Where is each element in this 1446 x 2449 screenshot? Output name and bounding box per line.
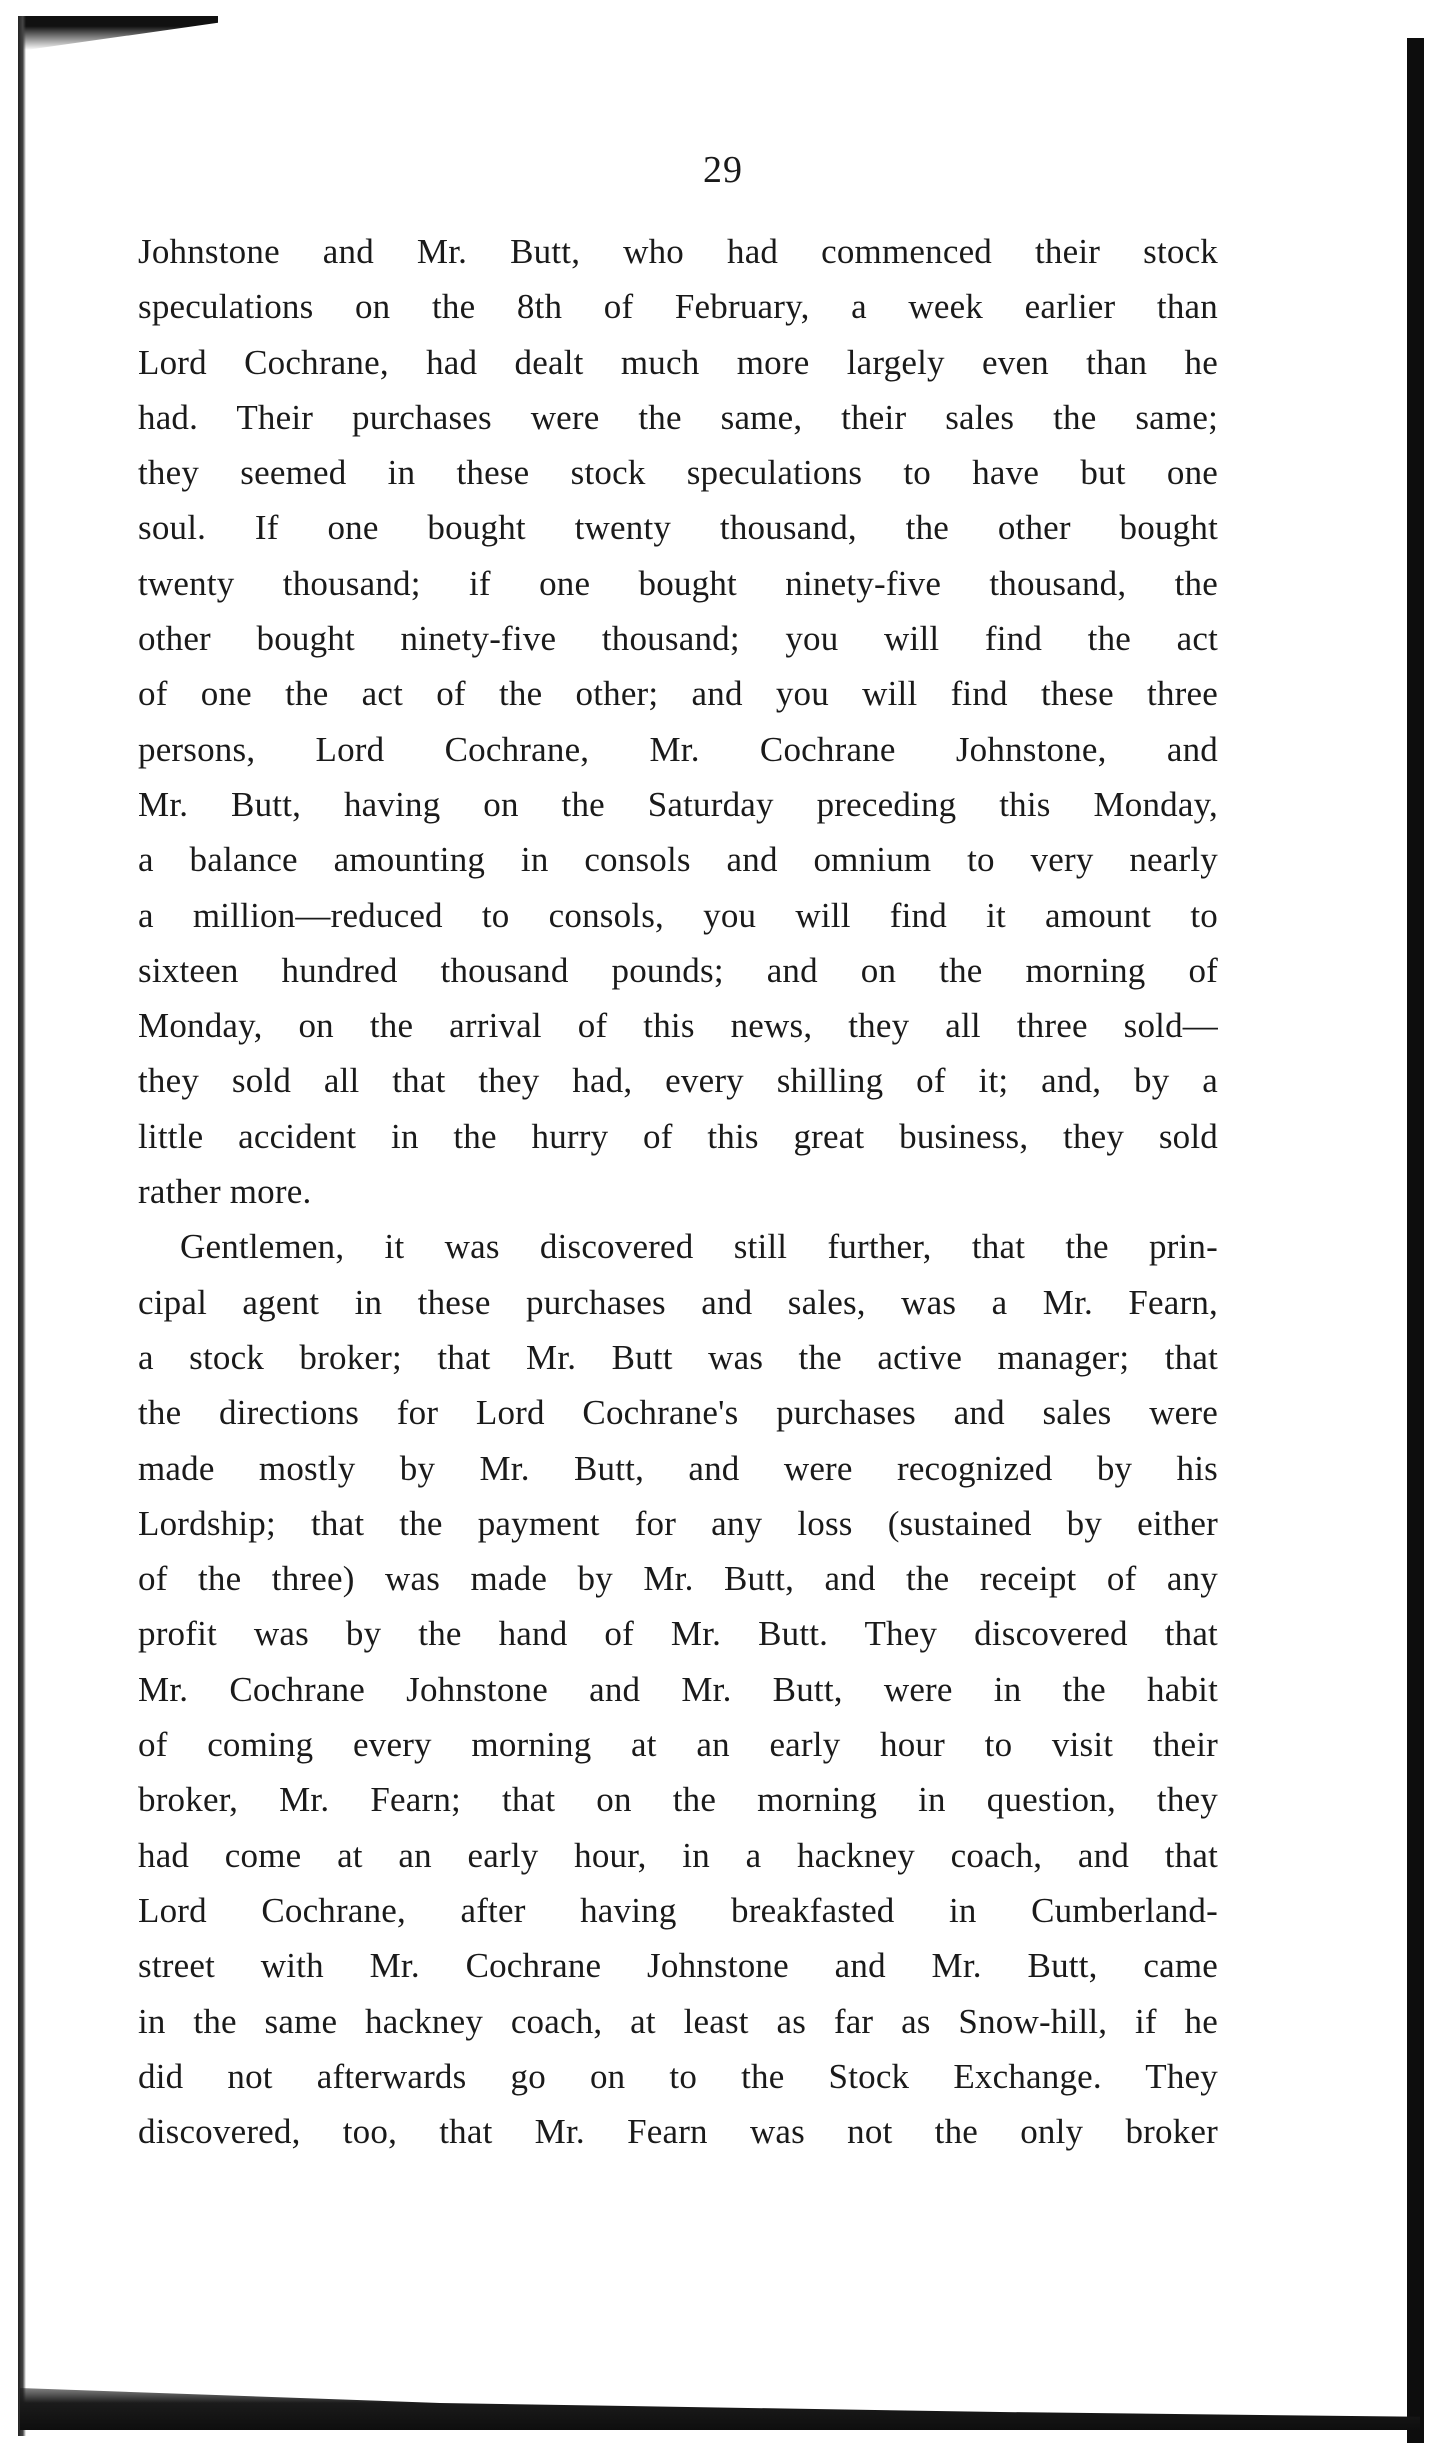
text-line: of the three) was made by Mr. Butt, and the receipt of any (138, 1559, 1218, 1599)
text-line: other bought ninety-five thousand; you will find the act (138, 619, 1218, 659)
text-line: a balance amounting in consols and omnium to very nearly (138, 840, 1218, 880)
text-line: had. Their purchases were the same, their sales the same; (138, 397, 1218, 437)
text-line: Mr. Cochrane Johnstone and Mr. Butt, were in the habit (138, 1669, 1218, 1709)
text-line: twenty thousand; if one bought ninety-five thousand, the (138, 563, 1218, 603)
text-line: profit was by the hand of Mr. Butt. They discovered that (138, 1614, 1218, 1654)
text-line: did not afterwards go on to the Stock Exchange. They (138, 2056, 1218, 2096)
text-line: Lord Cochrane, after having breakfasted in Cumberland- (138, 1890, 1218, 1930)
text-line: Mr. Butt, having on the Saturday preceding this Monday, (138, 784, 1218, 824)
text-line: had come at an early hour, in a hackney coach, and that (138, 1835, 1218, 1875)
text-line: Monday, on the arrival of this news, they all three sold— (138, 1006, 1218, 1046)
text-line: the directions for Lord Cochrane's purchases and sales were (138, 1393, 1218, 1433)
scan-edge-top (18, 16, 218, 50)
text-line: street with Mr. Cochrane Johnstone and Mr. Butt, came (138, 1946, 1218, 1986)
text-line: a stock broker; that Mr. Butt was the active manager; that (138, 1337, 1218, 1377)
text-line: Johnstone and Mr. Butt, who had commenced their stock (138, 232, 1218, 271)
body-text (138, 224, 1218, 2159)
text-line: Lord Cochrane, had dealt much more largely even than he (138, 342, 1218, 382)
text-line: little accident in the hurry of this great business, they sold (138, 1116, 1218, 1156)
text-line-paragraph-end: rather more. (138, 1172, 312, 1212)
text-line: discovered, too, that Mr. Fearn was not the only broker (138, 2112, 1218, 2152)
scan-edge-left (18, 16, 26, 2436)
text-line: Lordship; that the payment for any loss (sustained by either (138, 1503, 1218, 1543)
page-number: 29 (703, 149, 743, 191)
text-line: of coming every morning at an early hour to visit their (138, 1725, 1218, 1765)
text-line: a million—reduced to consols, you will find it amount to (138, 895, 1218, 935)
text-line: speculations on the 8th of February, a week earlier than (138, 287, 1218, 327)
text-line: persons, Lord Cochrane, Mr. Cochrane Johnstone, and (138, 729, 1218, 769)
text-line: sixteen hundred thousand pounds; and on the morning of (138, 950, 1218, 990)
text-line: in the same hackney coach, at least as far as Snow-hill, if he (138, 2001, 1218, 2041)
text-line: soul. If one bought twenty thousand, the other bought (138, 508, 1218, 548)
scan-edge-right (1407, 38, 1424, 2443)
text-line: broker, Mr. Fearn; that on the morning in question, they (138, 1780, 1218, 1820)
scan-edge-bottom (20, 2370, 1420, 2430)
text-line: cipal agent in these purchases and sales, was a Mr. Fearn, (138, 1282, 1218, 1322)
text-line: of one the act of the other; and you will find these three (138, 674, 1218, 714)
text-line: they seemed in these stock speculations to have but one (138, 453, 1218, 493)
text-line: made mostly by Mr. Butt, and were recognized by his (138, 1448, 1218, 1488)
text-line-paragraph-start: Gentlemen, it was discovered still further, that the prin- (180, 1227, 1218, 1267)
text-line: they sold all that they had, every shilling of it; and, by a (138, 1061, 1218, 1101)
